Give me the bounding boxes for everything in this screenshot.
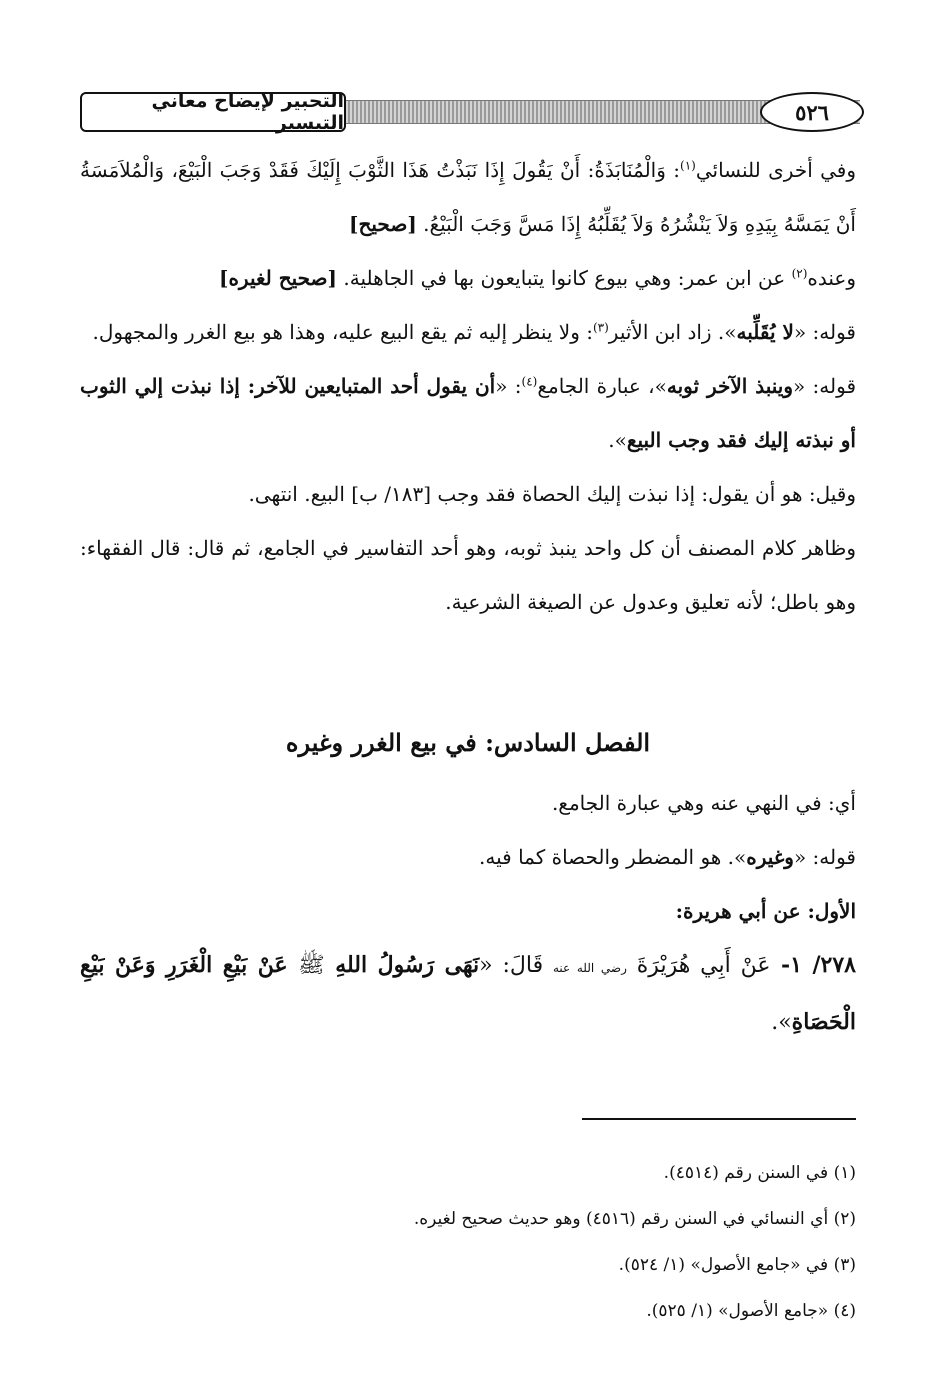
- footnote-ref-3: (٣): [592, 320, 609, 335]
- hadith-number: ٢٧٨/ ١-: [770, 952, 856, 978]
- footnotes: [80, 1150, 856, 1334]
- paragraph-2: [80, 251, 856, 305]
- quoted-term: وينبذ الآخر ثوبه: [666, 374, 794, 398]
- section-heading: الفصل السادس: في بيع الغرر وغيره: [285, 728, 651, 757]
- text: وعنده: [807, 266, 856, 290]
- book-title: التحبير لإيضاح معاني التيسير: [80, 92, 346, 132]
- text: : «: [495, 374, 522, 398]
- paragraph-5: وقيل: هو أن يقول: إذا نبذت إليك الحصاة فقد وجب [١٨٣/ ب] البيع. انتهى.: [248, 482, 856, 506]
- footnote-4: (٤) «جامع الأصول» (١/ ٥٢٥).: [646, 1301, 856, 1321]
- text: »، عبارة الجامع: [537, 374, 667, 398]
- paragraph-6: وظاهر كلام المصنف أن كل واحد ينبذ ثوبه، وهو أحد التفاسير في الجامع، ثم قال: قال الفقهاء: وهو باطل؛ لأنه تعليق وعدول عن الصيغة الشرعية.: [80, 536, 856, 614]
- text: ». هو المضطر والحصاة كما فيه.: [479, 845, 747, 869]
- text: قوله: «: [793, 374, 856, 398]
- grade-label: [صحيح]: [349, 212, 417, 236]
- footnote-ref-4: (٤): [521, 374, 538, 389]
- footnote-ref-1: (١): [680, 158, 696, 173]
- hadith-quote: نَهَى رَسُولُ اللهِ: [324, 952, 480, 978]
- quoted-text: أن يقول أحد المتبايعين للآخر: إذا نبذت إلي الثوب أو نبذته إليك فقد وجب البيع: [80, 374, 856, 452]
- footnote-2: (٢) أي النسائي في السنن رقم (٤٥١٦) وهو حديث صحيح لغيره.: [413, 1209, 856, 1229]
- footnote-1: (١) في السنن رقم (٤٥١٤).: [663, 1163, 856, 1183]
- section-line-3: الأول: عن أبي هريرة:: [675, 899, 856, 923]
- footnote-divider: [582, 1118, 856, 1120]
- text: قوله: «: [793, 320, 856, 344]
- page-number: ٥٢٦: [760, 92, 864, 132]
- text: قوله: «: [793, 845, 856, 869]
- paragraph-4: [80, 359, 856, 467]
- section-text: [80, 776, 856, 1050]
- text: الْبَيْعَ، وَالْمُلاَمَسَةُ أَنْ يَمَسَّهُ بِيَدِهِ وَلاَ يَنْشُرُهُ وَلاَ يُقَلِّبُهُ إِذَا مَسَّ وَجَبَ الْبَيْعُ.: [80, 158, 856, 236]
- honorific: ﷺ: [298, 953, 325, 978]
- text: عن ابن عمر: وهي بيوع كانوا يتبايعون بها في الجاهلية.: [343, 266, 792, 290]
- text: وفي أخرى للنسائي: [695, 158, 857, 182]
- main-text: [80, 143, 856, 629]
- text: ».: [608, 428, 627, 452]
- text: ». زاد ابن الأثير: [608, 320, 737, 344]
- footnote-ref-2: (٢): [791, 266, 808, 281]
- paragraph-1: [80, 143, 856, 251]
- hadith-text: [80, 938, 856, 1050]
- grade-label: [صحيح لغيره]: [218, 266, 338, 290]
- text: قَالَ: «: [479, 953, 553, 978]
- paragraph-3: [80, 305, 856, 359]
- quoted-term: لا يُقَلِّبه: [736, 320, 794, 344]
- section-line-1: أي: في النهي عنه وهي عبارة الجامع.: [551, 791, 856, 815]
- quoted-term: وغيره: [746, 845, 794, 869]
- section-line-2: [80, 830, 856, 884]
- text: ».: [771, 1010, 792, 1035]
- text: عَنْ أَبِي هُرَيْرَةَ: [626, 953, 771, 978]
- text: : ولا ينظر إليه ثم يقع البيع عليه، وهذا هو بيع الغرر والمجهول.: [92, 320, 593, 344]
- text: : وَالْمُنَابَذَةُ: أَنْ يَقُولَ إِذَا نَبَذْتُ هَذَا الثَّوْبَ إِلَيْكَ فَقَدْ وَجَبَ: [219, 158, 681, 182]
- footnote-3: (٣) في «جامع الأصول» (١/ ٥٢٤).: [618, 1255, 856, 1275]
- honorific: رضي الله عنه: [552, 961, 627, 975]
- hadith-quote: عَنْ بَيْعِ الْغَرَرِ وَعَنْ بَيْعِ الْحَصَاةِ: [80, 952, 856, 1035]
- running-header: [80, 92, 860, 132]
